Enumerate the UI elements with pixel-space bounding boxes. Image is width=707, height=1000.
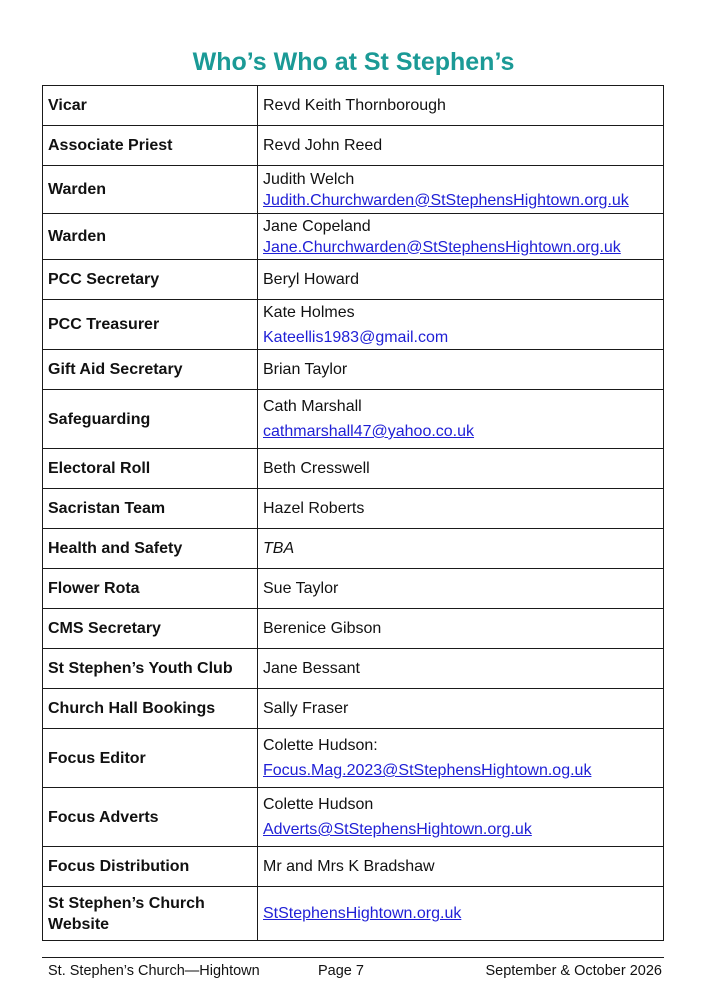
contact-cell: [258, 214, 664, 260]
contact-cell: [258, 609, 664, 649]
table-row: [43, 569, 664, 609]
contact-name: Beryl Howard: [263, 271, 360, 288]
footer-divider: [42, 957, 664, 958]
role-cell: St Stephen’s Church Website: [43, 887, 258, 941]
table-row: [43, 260, 664, 300]
email-link[interactable]: Kateellis1983@gmail.com: [263, 328, 449, 346]
role-cell: Health and Safety: [43, 529, 258, 569]
role-cell: Safeguarding: [43, 390, 258, 449]
contact-name: Jane Copeland: [263, 217, 371, 235]
table-row: [43, 166, 664, 214]
table-row: [43, 729, 664, 788]
role-cell: Warden: [43, 166, 258, 214]
table-row: [43, 489, 664, 529]
contact-name: Berenice Gibson: [263, 620, 382, 637]
contact-name: Revd Keith Thornborough: [263, 97, 446, 114]
contact-name: Judith Welch: [263, 170, 355, 188]
role-cell: Warden: [43, 214, 258, 260]
contact-cell: [258, 489, 664, 529]
role-cell: Focus Distribution: [43, 847, 258, 887]
contact-name: Colette Hudson: [263, 796, 374, 813]
contact-cell: [258, 649, 664, 689]
contact-cell: [258, 166, 664, 214]
role-cell: St Stephen’s Youth Club: [43, 649, 258, 689]
role-cell: Focus Adverts: [43, 788, 258, 847]
table-row: [43, 300, 664, 350]
contact-cell: [258, 569, 664, 609]
contact-cell: [258, 126, 664, 166]
contact-cell: [258, 847, 664, 887]
contact-name: Revd John Reed: [263, 137, 383, 154]
role-cell: Flower Rota: [43, 569, 258, 609]
contact-name: TBA: [263, 540, 295, 557]
role-cell: Sacristan Team: [43, 489, 258, 529]
email-link[interactable]: Adverts@StStephensHightown.org.uk: [263, 821, 532, 838]
table-row: [43, 86, 664, 126]
contact-name: Beth Cresswell: [263, 460, 370, 477]
website-link[interactable]: StStephensHightown.org.uk: [263, 905, 462, 922]
contact-cell: [258, 350, 664, 390]
contact-name: Sue Taylor: [263, 580, 339, 597]
contact-cell: [258, 689, 664, 729]
contact-name: Colette Hudson:: [263, 737, 378, 754]
contact-name: Brian Taylor: [263, 361, 348, 378]
contact-cell: [258, 390, 664, 449]
footer-issue-date: September & October 2026: [485, 963, 662, 979]
role-cell: CMS Secretary: [43, 609, 258, 649]
role-cell: Electoral Roll: [43, 449, 258, 489]
role-cell: Vicar: [43, 86, 258, 126]
contact-cell: [258, 729, 664, 788]
contact-cell: [258, 788, 664, 847]
contact-name: Mr and Mrs K Bradshaw: [263, 858, 435, 875]
footer-church-name: St. Stephen’s Church—Hightown: [48, 963, 260, 979]
table-row: [43, 609, 664, 649]
contact-name: Cath Marshall: [263, 398, 362, 415]
table-row: [43, 449, 664, 489]
table-row: [43, 689, 664, 729]
table-row: [43, 126, 664, 166]
email-link[interactable]: Jane.Churchwarden@StStephensHightown.org.uk: [263, 238, 621, 256]
contact-name: Sally Fraser: [263, 700, 349, 717]
contact-cell: [258, 529, 664, 569]
page-title: Who’s Who at St Stephen’s: [192, 48, 515, 76]
role-cell: Church Hall Bookings: [43, 689, 258, 729]
contact-cell: [258, 887, 664, 941]
table-row: [43, 214, 664, 260]
role-cell: PCC Secretary: [43, 260, 258, 300]
table-row: [43, 788, 664, 847]
email-link[interactable]: Focus.Mag.2023@StStephensHightown.og.uk: [263, 762, 592, 779]
contact-name: Kate Holmes: [263, 303, 355, 321]
contact-cell: [258, 260, 664, 300]
email-link[interactable]: cathmarshall47@yahoo.co.uk: [263, 423, 475, 440]
role-cell: Associate Priest: [43, 126, 258, 166]
page-footer: [42, 963, 664, 983]
contact-name: Jane Bessant: [263, 660, 360, 677]
contact-name: Hazel Roberts: [263, 500, 365, 517]
whos-who-table: [42, 85, 664, 941]
table-row: [43, 529, 664, 569]
footer-page-number: Page 7: [318, 963, 364, 979]
contact-cell: [258, 300, 664, 350]
table-row: [43, 649, 664, 689]
contact-cell: [258, 449, 664, 489]
role-cell: PCC Treasurer: [43, 300, 258, 350]
table-row: [43, 350, 664, 390]
role-cell: Gift Aid Secretary: [43, 350, 258, 390]
table-row: [43, 390, 664, 449]
table-row: [43, 847, 664, 887]
role-cell: Focus Editor: [43, 729, 258, 788]
email-link[interactable]: Judith.Churchwarden@StStephensHightown.org.uk: [263, 191, 629, 209]
table-row: [43, 887, 664, 941]
contact-cell: [258, 86, 664, 126]
